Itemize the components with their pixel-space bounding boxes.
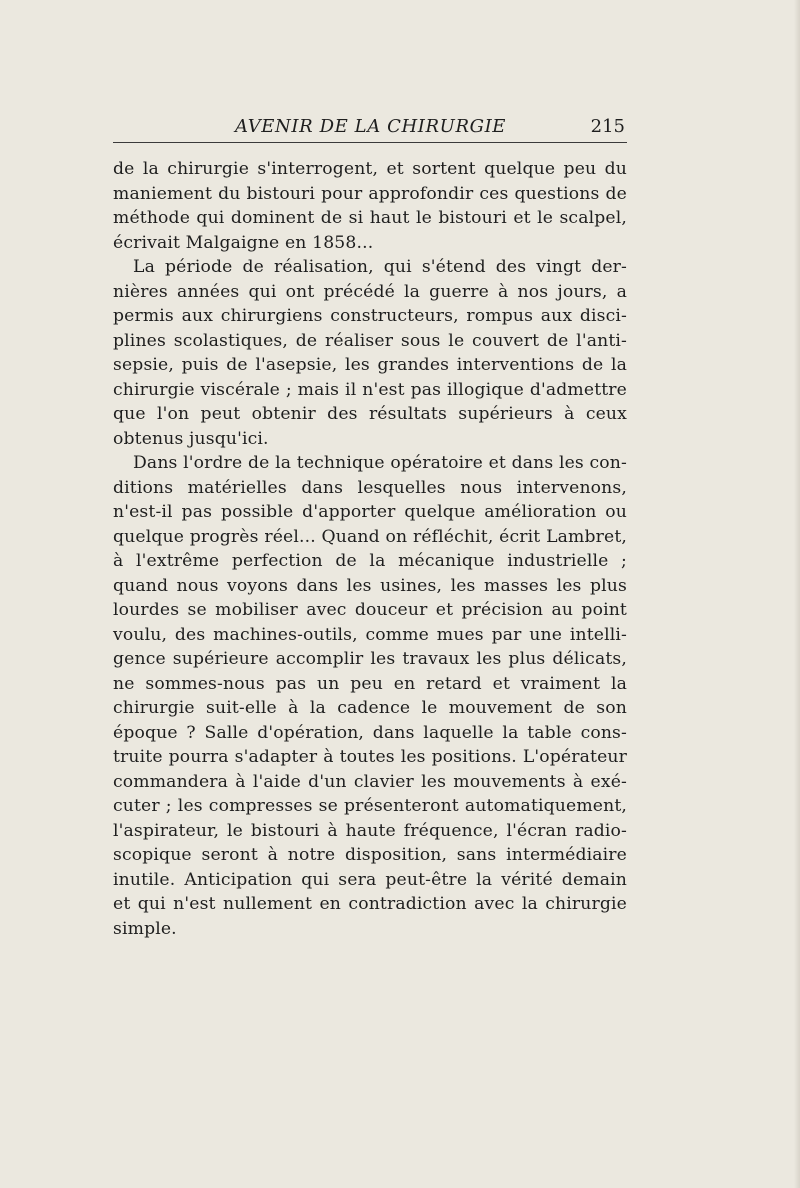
text-line: quand nous voyons dans les usines, les masses les plus: [113, 575, 627, 596]
text-line: plines scolastiques, de réaliser sous le couvert de l'anti-: [113, 330, 627, 351]
text-line: gence supérieure accomplir les travaux les plus délicats,: [113, 649, 627, 669]
running-title: AVENIR DE LA CHIRURGIE: [235, 116, 507, 137]
text-line: lourdes se mobiliser avec douceur et précision au point: [113, 600, 627, 620]
text-line: obtenus jusqu'ici.: [113, 428, 269, 449]
page-edge-shadow: [794, 0, 800, 1188]
text-line: que l'on peut obtenir des résultats supérieurs à ceux: [113, 404, 627, 424]
text-line: simple.: [113, 918, 177, 939]
text-line: n'est-il pas possible d'apporter quelque amélioration ou: [113, 502, 627, 522]
text-line: truite pourra s'adapter à toutes les positions. L'opérateur: [113, 747, 627, 767]
text-line: commandera à l'aide d'un clavier les mouvements à exé-: [113, 771, 627, 792]
text-line: chirurgie suit-elle à la cadence le mouvement de son: [113, 698, 627, 718]
text-line: scopique seront à notre disposition, sans intermédiaire: [113, 845, 627, 865]
text-line: inutile. Anticipation qui sera peut-être la vérité demain: [113, 869, 627, 890]
text-line: de la chirurgie s'interrogent, et sortent quelque peu du: [113, 159, 627, 179]
page-header: [113, 114, 627, 144]
text-line: écrivait Malgaigne en 1858...: [113, 232, 374, 253]
text-line: chirurgie viscérale ; mais il n'est pas illogique d'admettre: [113, 379, 627, 400]
text-line: nières années qui ont précédé la guerre à nos jours, a: [113, 281, 627, 302]
text-line: à l'extrême perfection de la mécanique industrielle ;: [113, 551, 627, 571]
text-line: époque ? Salle d'opération, dans laquelle la table cons-: [113, 722, 627, 743]
body-text: [113, 157, 627, 941]
text-line: Dans l'ordre de la technique opératoire et dans les con-: [133, 453, 627, 473]
text-line: sepsie, puis de l'asepsie, les grandes interventions de la: [113, 355, 627, 375]
header-rule: [113, 142, 627, 143]
text-line: permis aux chirurgiens constructeurs, rompus aux disci-: [113, 306, 627, 326]
text-line: méthode qui dominent de si haut le bistouri et le scalpel,: [113, 208, 627, 228]
text-line: La période de réalisation, qui s'étend des vingt der-: [133, 257, 627, 277]
text-line: quelque progrès réel... Quand on réfléchit, écrit Lambret,: [113, 526, 627, 547]
text-line: et qui n'est nullement en contradiction avec la chirurgie: [113, 894, 627, 914]
text-line: voulu, des machines-outils, comme mues par une intelli-: [113, 624, 627, 645]
page-number: 215: [590, 116, 625, 137]
text-line: cuter ; les compresses se présenteront automatiquement,: [113, 796, 627, 816]
text-line: ditions matérielles dans lesquelles nous intervenons,: [113, 477, 627, 498]
text-line: l'aspirateur, le bistouri à haute fréquence, l'écran radio-: [113, 820, 627, 841]
text-line: ne sommes-nous pas un peu en retard et vraiment la: [113, 673, 627, 694]
text-line: maniement du bistouri pour approfondir ces questions de: [113, 183, 627, 204]
